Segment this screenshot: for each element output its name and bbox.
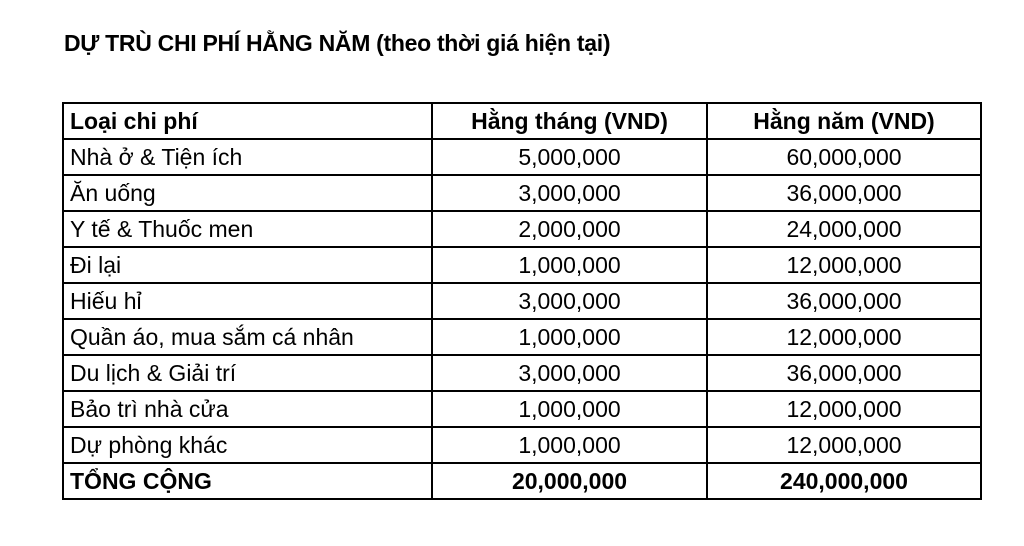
yearly-cell: 12,000,000 <box>707 391 981 427</box>
monthly-cell: 2,000,000 <box>432 211 707 247</box>
yearly-cell: 24,000,000 <box>707 211 981 247</box>
expense-type-cell: Dự phòng khác <box>63 427 432 463</box>
yearly-cell: 60,000,000 <box>707 139 981 175</box>
yearly-cell: 12,000,000 <box>707 247 981 283</box>
expense-type-cell: Bảo trì nhà cửa <box>63 391 432 427</box>
yearly-cell: 36,000,000 <box>707 175 981 211</box>
table-row <box>63 247 981 283</box>
table-row <box>63 283 981 319</box>
table-row <box>63 355 981 391</box>
monthly-cell: 3,000,000 <box>432 175 707 211</box>
monthly-cell: 1,000,000 <box>432 391 707 427</box>
header-yearly: Hằng năm (VND) <box>707 103 981 139</box>
header-monthly: Hằng tháng (VND) <box>432 103 707 139</box>
table-header-row <box>63 103 981 139</box>
table-row <box>63 391 981 427</box>
monthly-cell: 1,000,000 <box>432 319 707 355</box>
total-row <box>63 463 981 499</box>
table-row <box>63 319 981 355</box>
monthly-cell: 1,000,000 <box>432 427 707 463</box>
monthly-cell: 3,000,000 <box>432 283 707 319</box>
total-label: TỔNG CỘNG <box>63 463 432 499</box>
table-row <box>63 211 981 247</box>
monthly-cell: 3,000,000 <box>432 355 707 391</box>
expense-type-cell: Đi lại <box>63 247 432 283</box>
total-yearly: 240,000,000 <box>707 463 981 499</box>
yearly-cell: 36,000,000 <box>707 355 981 391</box>
table-row <box>63 427 981 463</box>
expense-type-cell: Hiếu hỉ <box>63 283 432 319</box>
expense-type-cell: Quần áo, mua sắm cá nhân <box>63 319 432 355</box>
expense-type-cell: Nhà ở & Tiện ích <box>63 139 432 175</box>
yearly-cell: 36,000,000 <box>707 283 981 319</box>
total-monthly: 20,000,000 <box>432 463 707 499</box>
expense-type-cell: Y tế & Thuốc men <box>63 211 432 247</box>
monthly-cell: 5,000,000 <box>432 139 707 175</box>
table-row <box>63 139 981 175</box>
monthly-cell: 1,000,000 <box>432 247 707 283</box>
expense-table <box>62 102 982 500</box>
yearly-cell: 12,000,000 <box>707 319 981 355</box>
expense-type-cell: Du lịch & Giải trí <box>63 355 432 391</box>
yearly-cell: 12,000,000 <box>707 427 981 463</box>
header-expense-type: Loại chi phí <box>63 103 432 139</box>
document-title: DỰ TRÙ CHI PHÍ HẰNG NĂM (theo thời giá hiện tại) <box>64 30 611 56</box>
expense-type-cell: Ăn uống <box>63 175 432 211</box>
table-row <box>63 175 981 211</box>
